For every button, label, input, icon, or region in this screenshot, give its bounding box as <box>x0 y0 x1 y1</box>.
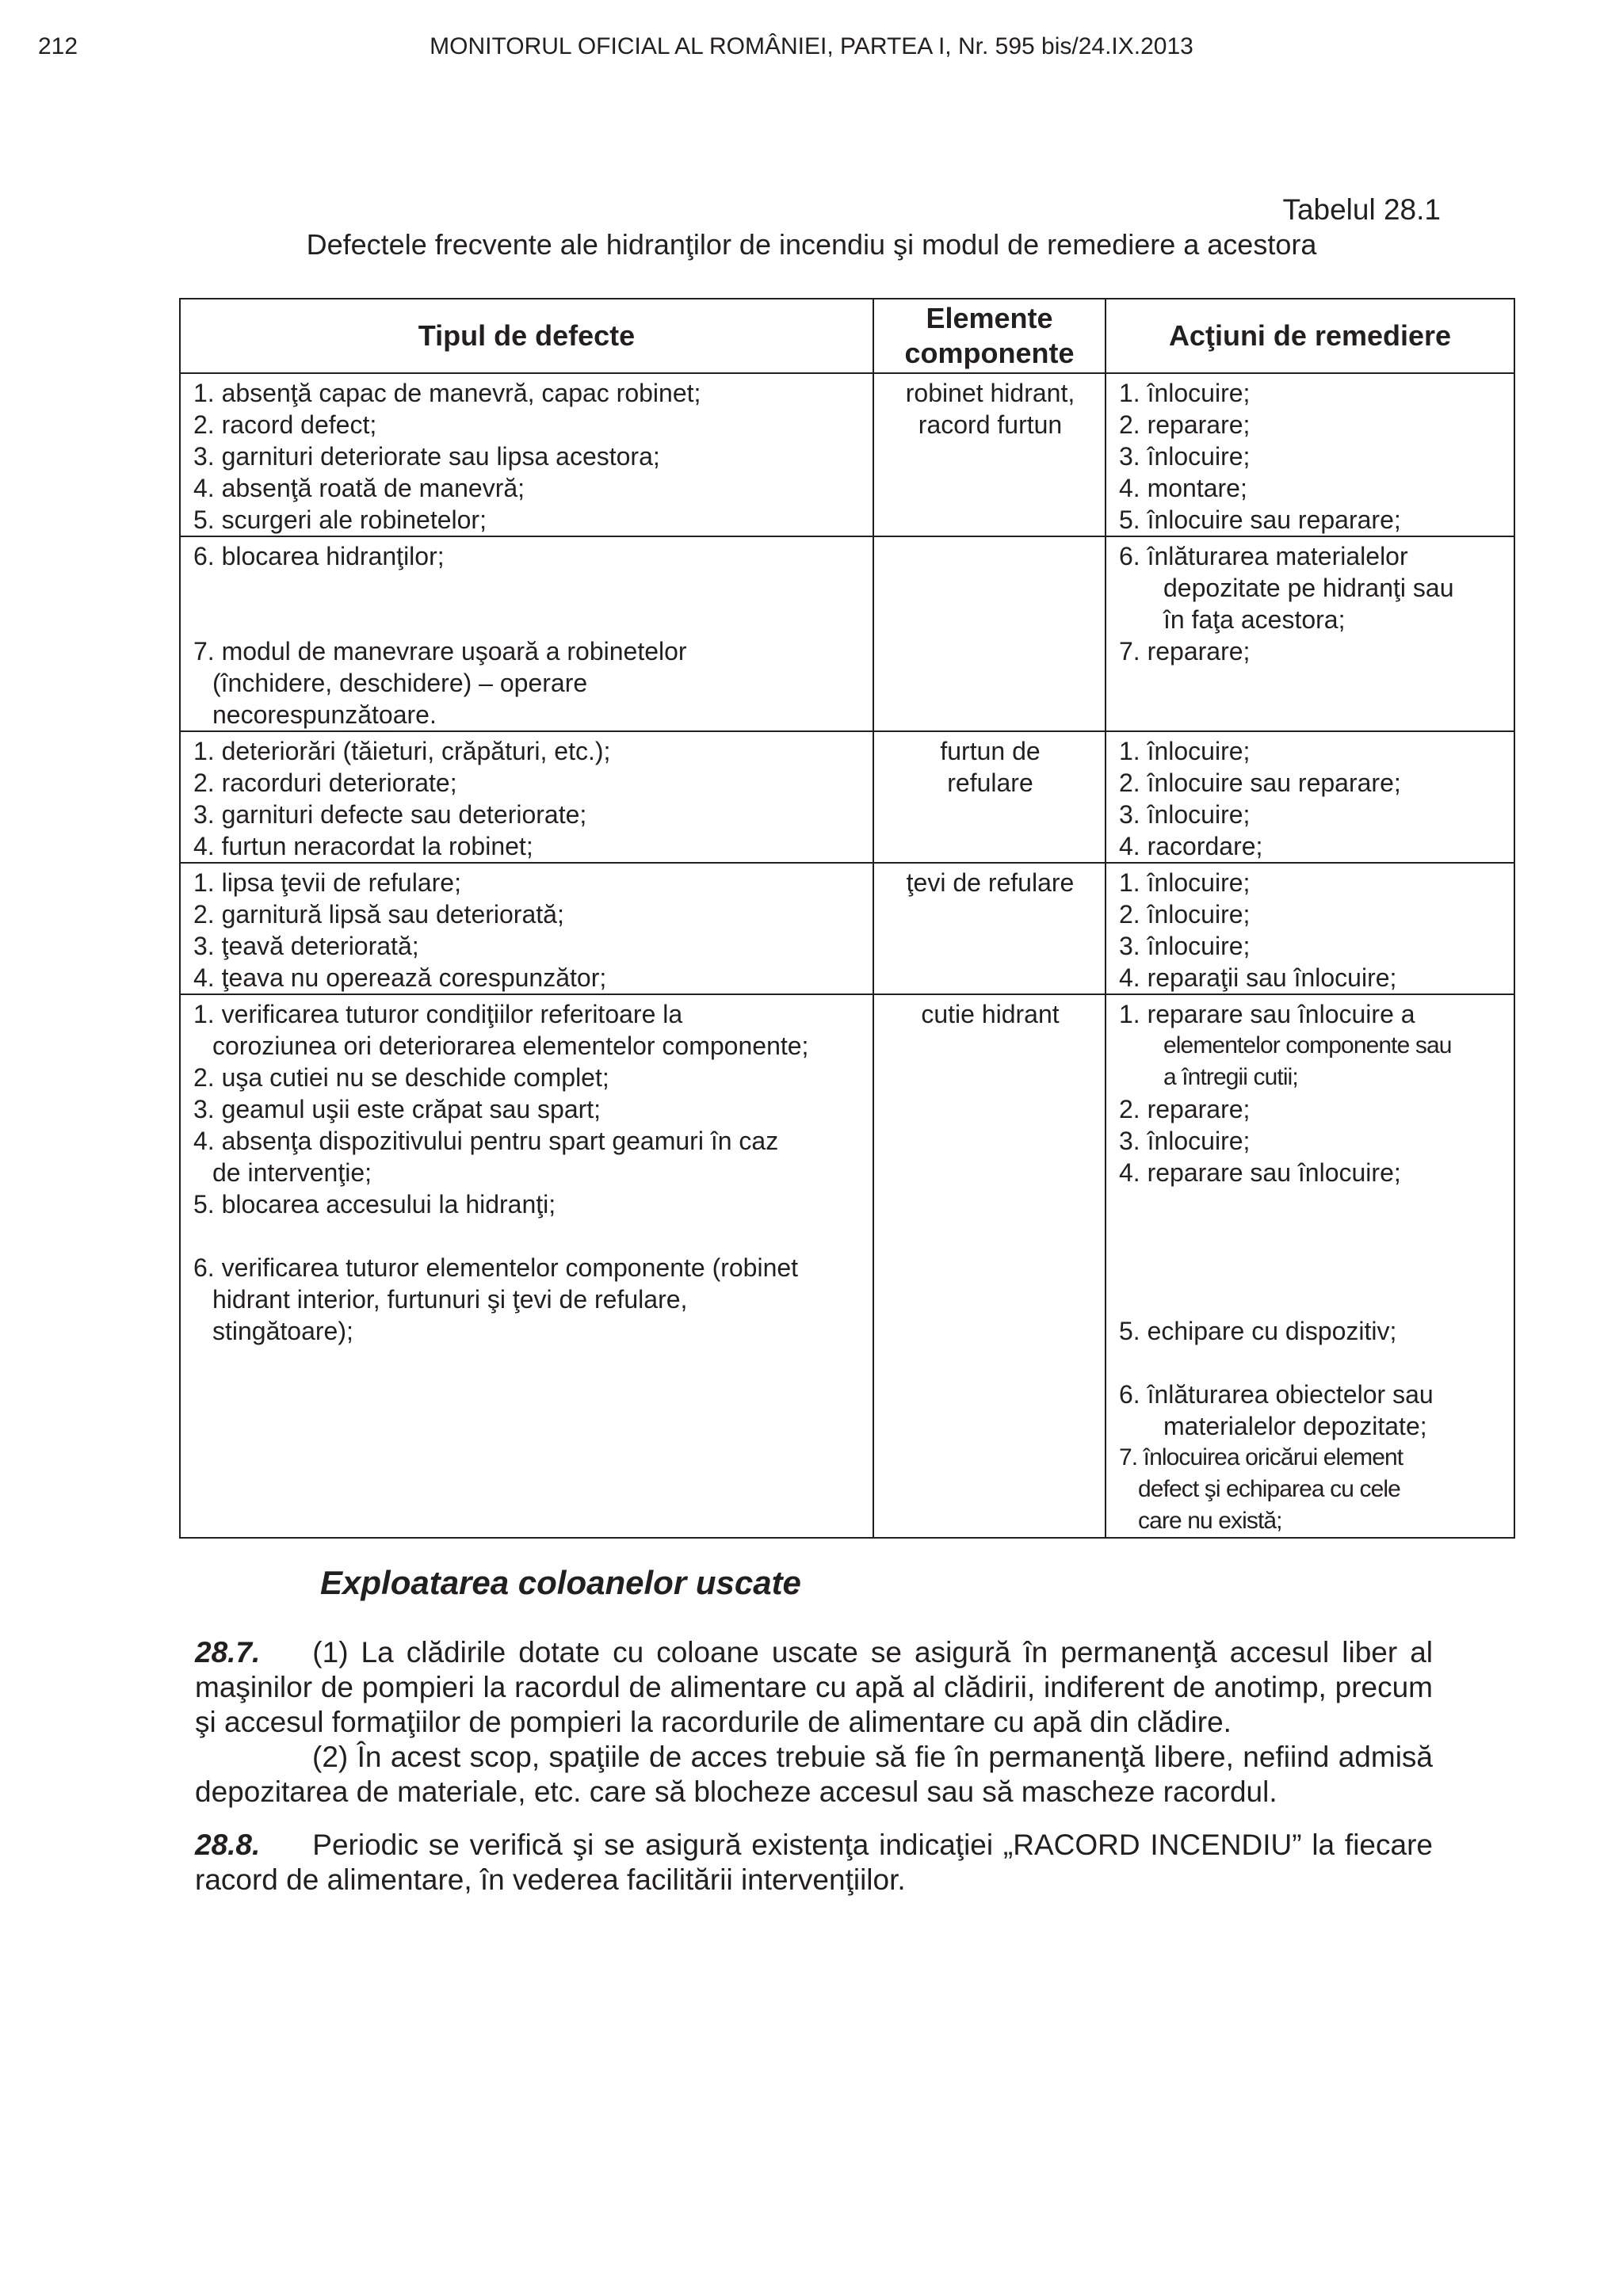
action-item: 4. reparaţii sau înlocuire; <box>1119 963 1397 992</box>
component-line: ţevi de refulare <box>906 868 1075 897</box>
actions-cell <box>1106 536 1514 731</box>
action-item: 3. înlocuire; <box>1119 932 1251 960</box>
defect-item: 3. garnituri deteriorate sau lipsa acestora; <box>193 442 660 471</box>
action-item: 3. înlocuire; <box>1119 1127 1251 1155</box>
defects-cell <box>180 863 873 994</box>
components-cell <box>873 536 1106 731</box>
action-item: care nu există; <box>1138 1508 1282 1534</box>
action-item: 6. înlăturarea materialelor <box>1119 542 1408 570</box>
defect-item: (închidere, deschidere) – operare <box>212 669 588 697</box>
paragraph-text: (2) În acest scop, spaţiile de acces trebuie să fie în permanenţă libere, nefiind admisă depozitarea de materiale, etc. care să blocheze accesul sau să mascheze racordul. <box>195 1741 1433 1808</box>
action-item: 4. reparare sau înlocuire; <box>1119 1158 1401 1187</box>
paragraph-text: Periodic se verifică şi se asigură existenţa indicaţiei „RACORD INCENDIU” la fiecare racord de alimentare, în vederea facilitării intervenţiilor. <box>195 1829 1433 1896</box>
header-defect-type: Tipul de defecte <box>180 299 873 373</box>
defect-item: coroziunea ori deteriorarea elementelor componente; <box>212 1032 809 1060</box>
action-item: 7. înlocuirea oricărui element <box>1119 1444 1403 1470</box>
defect-item: 1. absenţă capac de manevră, capac robinet; <box>193 379 701 407</box>
header-components <box>873 299 1106 373</box>
defects-cell <box>180 536 873 731</box>
action-item: defect şi echiparea cu cele <box>1138 1476 1400 1502</box>
defect-item: 4. ţeava nu operează corespunzător; <box>193 963 607 992</box>
action-item: depozitate pe hidranţi sau <box>1163 574 1454 602</box>
defect-item: 1. lipsa ţevii de refulare; <box>193 868 461 897</box>
action-item: 7. reparare; <box>1119 637 1251 666</box>
action-item: a întregii cutii; <box>1163 1064 1298 1090</box>
paragraph-number: 28.8. <box>195 1829 261 1861</box>
defects-table <box>179 298 1515 1539</box>
defect-item: 1. verificarea tuturor condiţiilor referitoare la <box>193 1000 683 1028</box>
table-number: Tabelul 28.1 <box>1282 193 1441 226</box>
action-item: 6. înlăturarea obiectelor sau <box>1119 1380 1434 1409</box>
action-item: 3. înlocuire; <box>1119 800 1251 829</box>
action-item: 3. înlocuire; <box>1119 442 1251 471</box>
action-item: 2. înlocuire sau reparare; <box>1119 769 1401 797</box>
defect-item: 3. ţeavă deteriorată; <box>193 932 419 960</box>
component-line: furtun de <box>940 737 1041 765</box>
defect-item: 6. blocarea hidranţilor; <box>193 542 445 570</box>
running-header: MONITORUL OFICIAL AL ROMÂNIEI, PARTEA I, Nr. 595 bis/24.IX.2013 <box>430 33 1193 59</box>
paragraph-text: (1) La clădirile dotate cu coloane uscate se asigură în permanenţă accesul liber al maşinilor de pompieri la racordul de alimentare cu apă al clădirii, indiferent de anotimp, precum şi accesul formaţiilor de pompieri la racordurile de alimentare cu apă din clădire. <box>195 1636 1433 1738</box>
components-cell <box>873 731 1106 863</box>
defect-item: 7. modul de manevrare uşoară a robinetelor <box>193 637 687 666</box>
defect-item: 1. deteriorări (tăieturi, crăpături, etc.); <box>193 737 611 765</box>
actions-cell <box>1106 731 1514 863</box>
action-item: 1. reparare sau înlocuire a <box>1119 1000 1415 1028</box>
action-item: 1. înlocuire; <box>1119 868 1251 897</box>
defect-item: 3. geamul uşii este crăpat sau spart; <box>193 1095 601 1123</box>
component-line: cutie hidrant <box>921 1000 1060 1028</box>
paragraph-28-7-2 <box>195 1740 1433 1810</box>
action-item: 2. reparare; <box>1119 410 1251 439</box>
defect-item: 6. verificarea tuturor elementelor componente (robinet <box>193 1253 799 1282</box>
header-components-line: Elemente <box>926 302 1053 334</box>
defects-cell <box>180 994 873 1538</box>
defect-item: 4. furtun neracordat la robinet; <box>193 832 533 860</box>
defect-item: 2. racord defect; <box>193 410 377 439</box>
table-row <box>180 373 1514 536</box>
paragraph-28-8 <box>195 1828 1433 1897</box>
defect-item: 4. absenţa dispozitivului pentru spart geamuri în caz <box>193 1127 779 1155</box>
table-row <box>180 994 1514 1538</box>
table-row <box>180 731 1514 863</box>
action-item: 2. reparare; <box>1119 1095 1251 1123</box>
defect-item: 5. scurgeri ale robinetelor; <box>193 505 487 534</box>
defect-item: de intervenţie; <box>212 1158 372 1187</box>
action-item: elementelor componente sau <box>1163 1032 1452 1058</box>
action-item: 4. racordare; <box>1119 832 1263 860</box>
defect-item: 5. blocarea accesului la hidranţi; <box>193 1190 556 1219</box>
section-heading: Exploatarea coloanelor uscate <box>320 1564 801 1601</box>
header-components-line: componente <box>904 337 1075 369</box>
table-title: Defectele frecvente ale hidranţilor de incendiu şi modul de remediere a acestora <box>306 228 1317 261</box>
action-item: în faţa acestora; <box>1163 605 1346 634</box>
actions-cell <box>1106 994 1514 1538</box>
components-cell <box>873 994 1106 1538</box>
defect-item: 2. garnitură lipsă sau deteriorată; <box>193 900 564 929</box>
action-item: 1. înlocuire; <box>1119 379 1251 407</box>
table-row <box>180 863 1514 994</box>
paragraph-number: 28.7. <box>195 1636 261 1669</box>
defect-item: 2. racorduri deteriorate; <box>193 769 457 797</box>
table-row <box>180 536 1514 731</box>
component-line: robinet hidrant, <box>905 379 1075 407</box>
action-item: 4. montare; <box>1119 474 1247 502</box>
header-actions: Acţiuni de remediere <box>1106 299 1514 373</box>
defect-item: 3. garnituri defecte sau deteriorate; <box>193 800 587 829</box>
actions-cell <box>1106 863 1514 994</box>
component-line: refulare <box>947 769 1033 797</box>
defect-item: hidrant interior, furtunuri şi ţevi de refulare, <box>212 1285 688 1314</box>
defect-item: stingătoare); <box>212 1317 353 1345</box>
action-item: 5. înlocuire sau reparare; <box>1119 505 1401 534</box>
actions-cell <box>1106 373 1514 536</box>
defects-cell <box>180 373 873 536</box>
defect-item: 2. uşa cutiei nu se deschide complet; <box>193 1063 609 1092</box>
defects-cell <box>180 731 873 863</box>
components-cell <box>873 373 1106 536</box>
table-header-row <box>180 299 1514 373</box>
action-item: materialelor depozitate; <box>1163 1412 1427 1440</box>
components-cell <box>873 863 1106 994</box>
defect-item: necorespunzătoare. <box>212 700 437 729</box>
action-item: 2. înlocuire; <box>1119 900 1251 929</box>
defect-item: 4. absenţă roată de manevră; <box>193 474 525 502</box>
page-number: 212 <box>38 33 78 59</box>
component-line: racord furtun <box>918 410 1063 439</box>
action-item: 5. echipare cu dispozitiv; <box>1119 1317 1397 1345</box>
paragraph-28-7 <box>195 1635 1433 1740</box>
action-item: 1. înlocuire; <box>1119 737 1251 765</box>
